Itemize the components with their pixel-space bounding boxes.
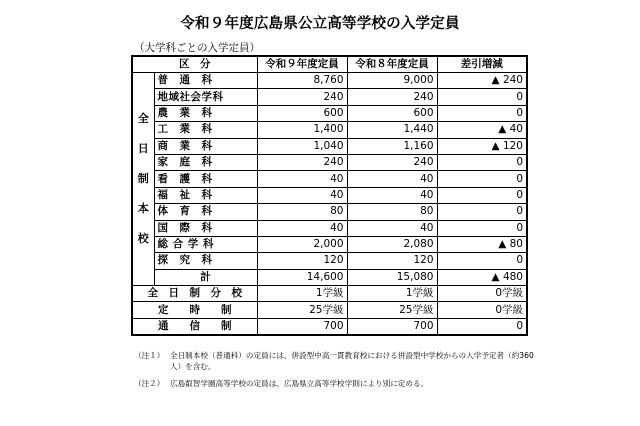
total-r9: 14,600: [257, 269, 347, 285]
table-row: [132, 187, 527, 203]
r9-value: 2,000: [257, 236, 347, 252]
r8-value: 25学級: [347, 302, 437, 318]
r8-value: 700: [347, 318, 437, 335]
course-name: 看 護 科: [154, 171, 257, 187]
total-row: [132, 269, 527, 285]
diff-value: ▲ 240: [437, 73, 527, 89]
diff-value: 0: [437, 204, 527, 220]
r8-value: 40: [347, 220, 437, 236]
header-r9: 令和９年度定員: [257, 56, 347, 73]
diff-value: ▲ 120: [437, 138, 527, 154]
table-row: [132, 73, 527, 89]
diff-value: ▲ 80: [437, 236, 527, 252]
note-2: [134, 378, 544, 389]
table-row: [132, 105, 527, 121]
course-name: 体 育 科: [154, 204, 257, 220]
diff-value: 0: [437, 253, 527, 269]
course-name: 工 業 科: [154, 122, 257, 138]
table-row: [132, 122, 527, 138]
r8-value: 120: [347, 253, 437, 269]
r9-value: 240: [257, 154, 347, 170]
total-diff: ▲ 480: [437, 269, 527, 285]
course-name: 商 業 科: [154, 138, 257, 154]
r9-value: 40: [257, 171, 347, 187]
r8-value: 40: [347, 187, 437, 203]
other-row-part-time: [132, 302, 527, 318]
r8-value: 9,000: [347, 73, 437, 89]
course-name: 普 通 科: [154, 73, 257, 89]
r9-value: 1学級: [257, 286, 347, 302]
r9-value: 40: [257, 187, 347, 203]
course-name: 探 究 科: [154, 253, 257, 269]
r8-value: 1学級: [347, 286, 437, 302]
course-name: 農 業 科: [154, 105, 257, 121]
r9-value: 80: [257, 204, 347, 220]
course-name: 国 際 科: [154, 220, 257, 236]
r8-value: 600: [347, 105, 437, 121]
diff-value: 0: [437, 105, 527, 121]
r9-value: 40: [257, 220, 347, 236]
table-body: [132, 73, 527, 335]
header-diff: 差引増減: [437, 56, 527, 73]
table-row: [132, 154, 527, 170]
r9-value: 700: [257, 318, 347, 335]
note-text: 全日制本校（普通科）の定員には、併設型中高一貫教育校における併設型中学校からの入学予定者（約360人）を含む。: [170, 351, 534, 371]
r9-value: 8,760: [257, 73, 347, 89]
table-row: [132, 236, 527, 252]
course-name: 地域社会学科: [154, 89, 257, 105]
other-row-correspondence: [132, 318, 527, 335]
other-category: 定 時 制: [132, 302, 257, 318]
course-name: 家 庭 科: [154, 154, 257, 170]
r8-value: 240: [347, 89, 437, 105]
quota-table: [131, 55, 528, 336]
diff-value: 0学級: [437, 302, 527, 318]
diff-value: 0学級: [437, 286, 527, 302]
course-name: 総 合 学 科: [154, 236, 257, 252]
diff-value: 0: [437, 154, 527, 170]
diff-value: 0: [437, 318, 527, 335]
header-category: 区 分: [132, 56, 257, 73]
total-label: 計: [154, 269, 257, 285]
r8-value: 2,080: [347, 236, 437, 252]
diff-value: 0: [437, 187, 527, 203]
table-subtitle: （大学科ごとの入学定員）: [134, 42, 260, 54]
r9-value: 1,040: [257, 138, 347, 154]
diff-value: 0: [437, 89, 527, 105]
header-row: [132, 56, 527, 73]
page-title: 令和９年度広島県公立高等学校の入学定員: [180, 16, 460, 32]
header-r8: 令和８年度定員: [347, 56, 437, 73]
r9-value: 1,400: [257, 122, 347, 138]
course-name: 福 祉 科: [154, 187, 257, 203]
r9-value: 240: [257, 89, 347, 105]
note-1: [134, 350, 544, 372]
table-row: [132, 220, 527, 236]
notes-section: [134, 350, 544, 395]
note-label: （注２）: [134, 379, 165, 388]
group-label-full-time-main: 全 日 制 本 校: [132, 73, 154, 286]
total-r8: 15,080: [347, 269, 437, 285]
r8-value: 1,440: [347, 122, 437, 138]
note-label: （注１）: [134, 351, 165, 360]
r8-value: 1,160: [347, 138, 437, 154]
r8-value: 240: [347, 154, 437, 170]
other-category: 全 日 制 分 校: [132, 286, 257, 302]
note-text: 広島叡智学園高等学校の定員は、広島県立高等学校学則により別に定める。: [170, 379, 429, 388]
table-row: [132, 171, 527, 187]
other-category: 通 信 制: [132, 318, 257, 335]
r8-value: 40: [347, 171, 437, 187]
other-row-branch: [132, 286, 527, 302]
r9-value: 600: [257, 105, 347, 121]
table-row: [132, 204, 527, 220]
table-row: [132, 138, 527, 154]
table-row: [132, 253, 527, 269]
r9-value: 25学級: [257, 302, 347, 318]
r8-value: 80: [347, 204, 437, 220]
table-row: [132, 89, 527, 105]
diff-value: ▲ 40: [437, 122, 527, 138]
diff-value: 0: [437, 220, 527, 236]
r9-value: 120: [257, 253, 347, 269]
diff-value: 0: [437, 171, 527, 187]
